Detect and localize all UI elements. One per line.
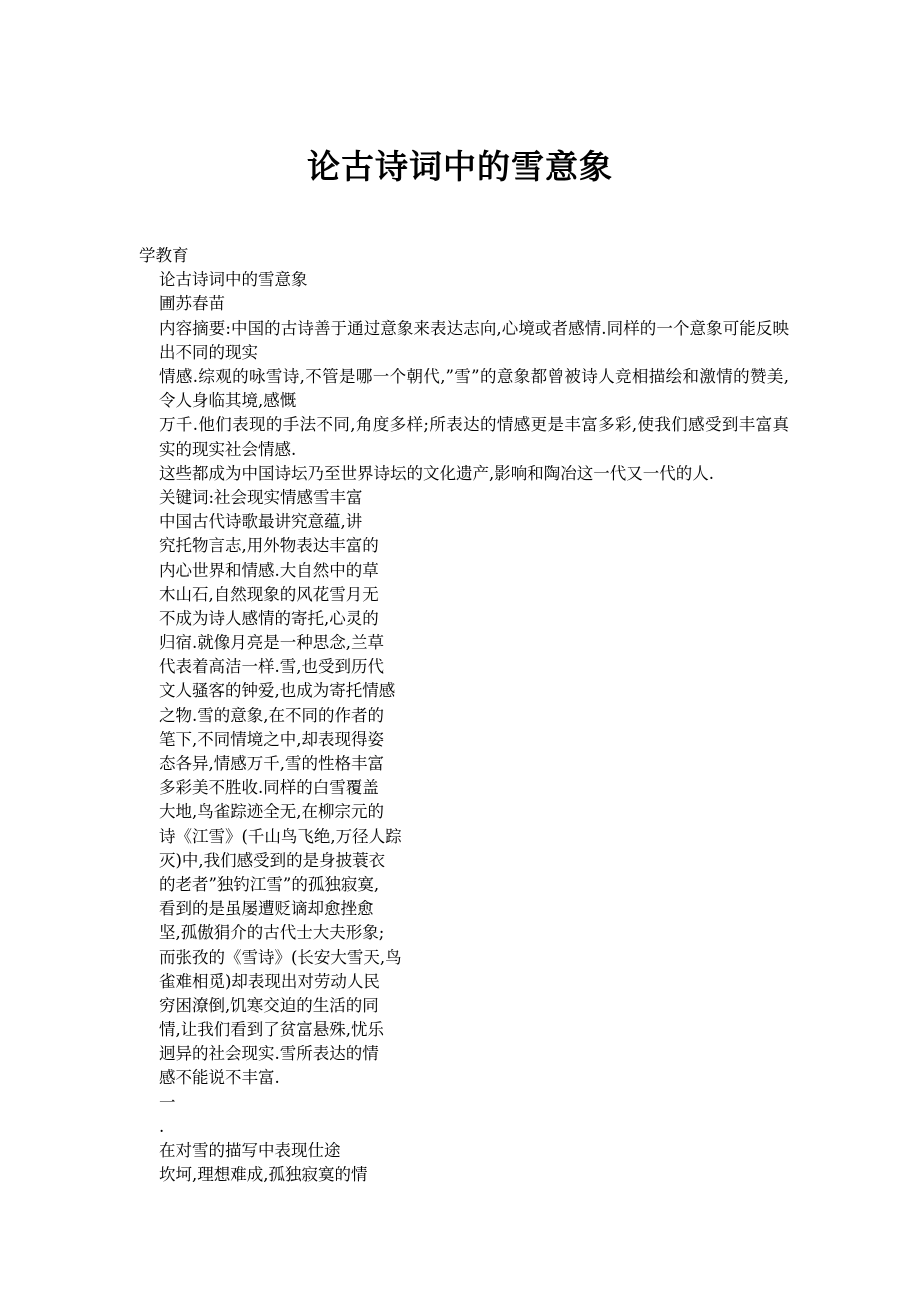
body-line: 诗《江雪》(千山鸟飞绝,万径人踪 — [159, 826, 402, 846]
body-line: 之物.雪的意象,在不同的作者的 — [159, 705, 384, 725]
body-line-abstract-1: 内容摘要:中国的古诗善于通过意象来表达志向,心境或者感情.同样的一个意象可能反映出不同的现实 — [159, 318, 789, 362]
body-line: 文人骚客的钟爱,也成为寄托情感 — [159, 681, 396, 701]
body-line: 的老者”独钓江雪”的孤独寂寞, — [159, 874, 380, 894]
body-line: 坚,孤傲狷介的古代士大夫形象; — [159, 923, 385, 943]
body-line: 态各异,情感万千,雪的性格丰富 — [159, 754, 384, 774]
body-line-abstract-3: 万千.他们表现的手法不同,角度多样;所表达的情感更是丰富多彩,使我们感受到丰富真实的现实社会情感. — [159, 415, 789, 459]
body-line: 灭)中,我们感受到的是身披蓑衣 — [159, 850, 386, 870]
body-line: 多彩美不胜收.同样的白雪覆盖 — [159, 778, 379, 798]
section-number-dot: . — [159, 1116, 165, 1136]
body-line: 大地,鸟雀踪迹全无,在柳宗元的 — [159, 802, 384, 822]
body-line-source: 学教育 — [139, 246, 189, 265]
body-line: 归宿.就像月亮是一种思念,兰草 — [159, 633, 384, 653]
document-body — [139, 244, 789, 1187]
body-line-abstract-4: 这些都成为中国诗坛乃至世界诗坛的文化遗产,影响和陶冶这一代又一代的人. — [159, 463, 714, 483]
body-line: 在对雪的描写中表现仕途 — [159, 1141, 341, 1161]
body-line: 情,让我们看到了贫富悬殊,忧乐 — [159, 1020, 384, 1040]
body-line: 笔下,不同情境之中,却表现得姿 — [159, 729, 384, 749]
section-number: 一 — [159, 1092, 176, 1112]
body-line-abstract-2: 情感.综观的咏雪诗,不管是哪一个朝代,”雪”的意象都曾被诗人竞相描绘和激情的赞美,令人身临其境,感慨 — [159, 366, 789, 411]
body-line: 究托物言志,用外物表达丰富的 — [159, 536, 379, 556]
body-line: 木山石,自然现象的风花雪月无 — [159, 584, 379, 604]
body-line: 看到的是虽屡遭贬谪却愈挫愈 — [159, 899, 374, 919]
body-line: 中国古代诗歌最讲究意蕴,讲 — [159, 512, 363, 532]
body-line: 迥异的社会现实.雪所表达的情 — [159, 1044, 379, 1064]
body-line: 感不能说不丰富. — [159, 1068, 280, 1088]
body-line-keywords: 关键词:社会现实情感雪丰富 — [159, 487, 363, 507]
body-line: 而张孜的《雪诗》(长安大雪天,鸟 — [159, 947, 402, 967]
body-line-author: 圃苏春苗 — [159, 294, 225, 314]
body-line: 坎坷,理想难成,孤独寂寞的情 — [159, 1165, 368, 1185]
body-line: 雀难相觅)却表现出对劳动人民 — [159, 971, 380, 991]
body-line: 穷困潦倒,饥寒交迫的生活的同 — [159, 995, 379, 1015]
document-title: 论古诗词中的雪意象 — [307, 147, 613, 186]
body-line-subtitle: 论古诗词中的雪意象 — [159, 270, 308, 290]
body-line: 不成为诗人感情的寄托,心灵的 — [159, 608, 379, 628]
body-line: 内心世界和情感.大自然中的草 — [159, 560, 379, 580]
body-line: 代表着高洁一样.雪,也受到历代 — [159, 657, 384, 677]
